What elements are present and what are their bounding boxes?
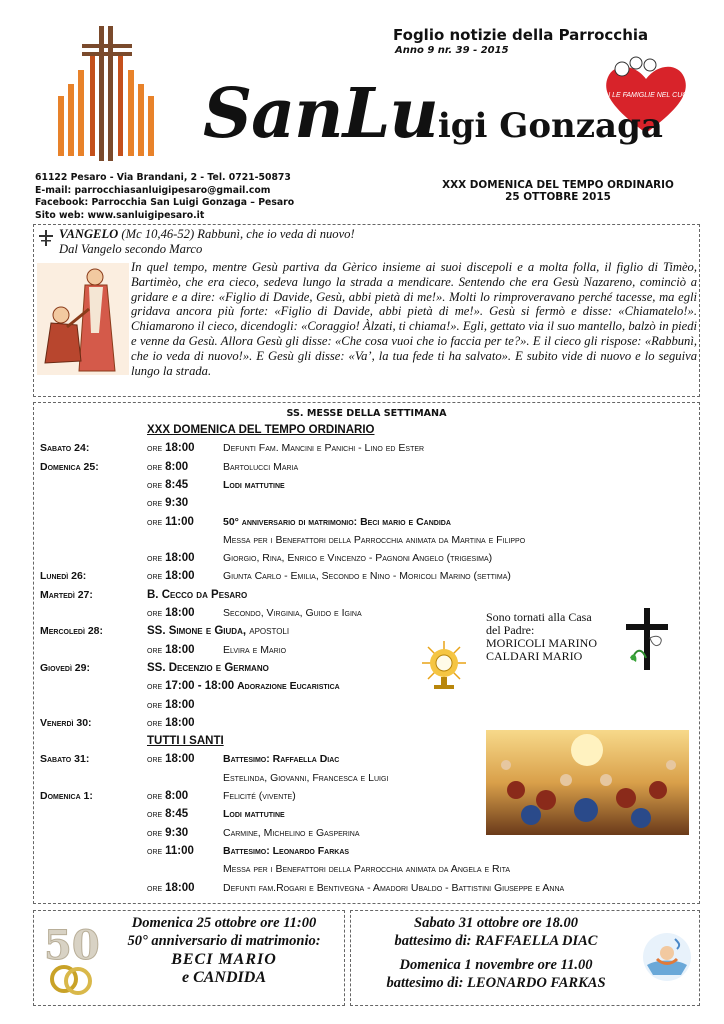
mass-time: ore 18:00 [147,607,195,619]
mass-row [34,677,699,695]
mass-row [34,860,699,878]
mass-row [34,604,699,622]
mass-day: Venerdì 30: [40,716,92,729]
baptism-2-name: battesimo di: LEONARDO FARKAS [386,975,606,991]
mass-time: ore 9:30 [147,826,189,839]
anniversary-box [33,910,345,1006]
mass-day: Sabato 31: [40,753,90,766]
email: E-mail: parrocchiasanluigipesaro@gmail.com [35,184,271,196]
mass-row [34,421,699,439]
contact-block [35,172,294,222]
anniversary-couple-2: e CANDIDA [181,969,266,986]
mass-time: ore 9:30 [147,497,189,510]
mass-row [34,842,699,860]
jesus-healing-illustration [37,263,129,375]
parish-name: SanLuigi Gonzaga [203,74,663,154]
mass-row [34,622,699,640]
baptism-1-name: battesimo di: RAFFAELLA DIAC [394,933,598,949]
issue-number: Anno 9 nr. 39 - 2015 [395,45,509,56]
mass-intention: Battesimo: Leonardo Farkas [223,844,350,857]
fiftieth-anniversary-icon [42,915,102,1001]
baptism-box [350,910,700,1006]
mass-intention: 50° anniversario di matrimonio: Beci mario e Candida [223,515,451,528]
gospel-text: In quel tempo, mentre Gesù partiva da Gèrico insieme ai suoi discepoli e a molta folla, il figlio di Timèo, Bartimèo, che era cieco, sedeva lungo la strada a mendicare. Sentendo che era Gesù Nazareno, cominciò a gridare e a dire: «Figlio di Davide, Gesù, abbi pietà di me!». Molti lo rimproveravano perché tacesse, ma egli gridava ancora più forte: «Figlio di Davide, abbi pietà di me!». Gesù si fermò e disse: «Chiamatelo!». Chiamarono il cieco, dicendogli: «Coraggio! Àlzati, ti chiama!». Egli, gettato via il suo mantello, balzò in piedi e venne da Gesù. Allora Gesù gli disse: «Che cosa vuoi che io faccia per te?». E il cieco gli rispose: «Rabbunì, che io veda di nuovo!». E Gesù gli disse: «Va’, la tua fede ti ha salvato». E subito vide di nuovo e lo seguiva lungo la strada. [131,260,697,378]
mass-intention: Lodi mattutine [223,478,285,491]
anniversary-couple-1: BECI MARIO [171,951,277,968]
mass-day: Domenica 1: [40,790,93,802]
baptism-2-date: Domenica 1 novembre ore 11.00 [399,957,593,973]
gospel-subheading: Dal Vangelo secondo Marco [59,242,203,256]
mass-day: Lunedì 26: [40,570,87,583]
mass-row [34,567,699,585]
facebook: Facebook: Parrocchia San Luigi Gonzaga – Pesaro [35,197,295,208]
mass-row [34,439,699,457]
mass-row [34,696,699,714]
mass-row [34,641,699,659]
cross-icon [38,230,54,246]
mass-day: Mercoledì 28: [40,625,104,638]
baptism-icon [641,931,693,983]
mass-intention: Battesimo: Raffaella Diac [223,753,340,766]
mass-time: ore 18:00 [147,753,195,766]
mass-time: ore 18:00 [147,698,195,711]
mass-time: ore 11:00 [147,515,194,528]
mass-day: Sabato 24: [40,442,90,455]
masses-heading: SS. MESSE DELLA SETTIMANA [286,408,447,419]
mass-row [34,476,699,494]
mass-intention: Giorgio, Rina, Enrico e Vincenzo - Pagnoni Angelo (trigesima) [223,552,493,565]
mass-row [34,586,699,604]
svg-text:50: 50 [44,922,100,969]
celebration-title: XXX DOMENICA DEL TEMPO ORDINARIO [147,424,375,436]
mass-time: ore 8:00 [147,460,189,473]
mass-intention: Carmine, Michelino e Gasperina [223,826,360,839]
mass-time: ore 18:00 [147,442,195,455]
all-saints-painting [486,730,689,835]
mass-intention: Giunta Carlo - Emilia, Secondo e Nino - Moricoli Marino (settima) [223,570,511,583]
weekly-masses-box [33,402,700,904]
liturgical-occasion: XXX DOMENICA DEL TEMPO ORDINARIO 25 OTTOBRE 2015 [442,179,674,203]
mass-intention: Secondo, Virginia, Guido e Igina [223,607,362,619]
parish-logo [52,26,192,166]
mass-row [34,513,699,531]
anniversary-label: 50° anniversario di matrimonio: [127,933,321,949]
mass-time: ore 18:00 [147,716,195,729]
mass-intention: Bartolucci Maria [223,460,299,473]
website: Sito web: www.sanluigipesaro.it [35,209,205,221]
mass-intention: Estelinda, Giovanni, Francesca e Luigi [223,771,389,784]
celebration-title: SS. Simone e Giuda, apostoli [147,625,290,638]
mass-intention: Elvira e Mario [223,643,287,656]
heart-text: CON LE FAMIGLIE NEL CUORE [594,92,698,99]
celebration-title: SS. Decenzio e Germano [147,661,269,674]
celebration-title: TUTTI I SANTI [147,735,224,748]
anniversary-date: Domenica 25 ottobre ore 11:00 [131,915,317,931]
baptism-1-date: Sabato 31 ottobre ore 18.00 [414,915,578,931]
mass-row [34,549,699,567]
mass-day: Domenica 25: [40,460,99,473]
deceased-notice: Sono tornati alla Casa del Padre: MORICOLI MARINO CALDARI MARIO [486,610,597,663]
mass-time: ore 8:45 [147,808,189,821]
mass-day: Giovedì 29: [40,661,90,674]
mass-row [34,659,699,677]
mass-time: ore 18:00 [147,881,195,894]
mass-time: ore 18:00 [147,552,195,565]
mass-time: ore 18:00 [147,570,195,583]
mass-intention: Messa per i Benefattori della Parrocchia animata da Martina e Filippo [223,533,526,546]
mass-time: ore 11:00 [147,844,194,857]
gospel-box [33,224,700,397]
mass-intention: Defunti Fam. Mancini e Panichi - Lino ed Ester [223,442,425,455]
mass-day: Martedì 27: [40,588,93,601]
address: 61122 Pesaro - Via Brandani, 2 - Tel. 0721-50873 [35,172,291,183]
mass-time: ore 18:00 [147,643,195,656]
mass-intention: Defunti fam.Rogari e Bentivegna - Amadori Ubaldo - Battistini Giuseppe e Anna [223,881,565,894]
mass-row [34,494,699,512]
celebration-title: B. Cecco da Pesaro [147,588,248,601]
mass-intention: Messa per i Benefattori della Parrocchia animata da Angela e Rita [223,863,510,876]
mass-intention: Lodi mattutine [223,808,285,821]
mass-intention: Felicité (vivente) [223,790,296,802]
mass-row [34,879,699,897]
monstrance-icon [418,639,470,691]
mass-time: ore 8:45 [147,478,189,491]
gospel-heading: VANGELO (Mc 10,46-52) Rabbunì, che io veda di nuovo! [59,227,355,241]
mass-row [34,531,699,549]
mass-time: ore 17:00 - 18:00 Adorazione Eucaristica [147,680,340,693]
newsletter-title: Foglio notizie della Parrocchia [393,26,649,44]
mass-time: ore 8:00 [147,790,189,802]
cross-lily-icon [622,608,672,670]
mass-row [34,458,699,476]
